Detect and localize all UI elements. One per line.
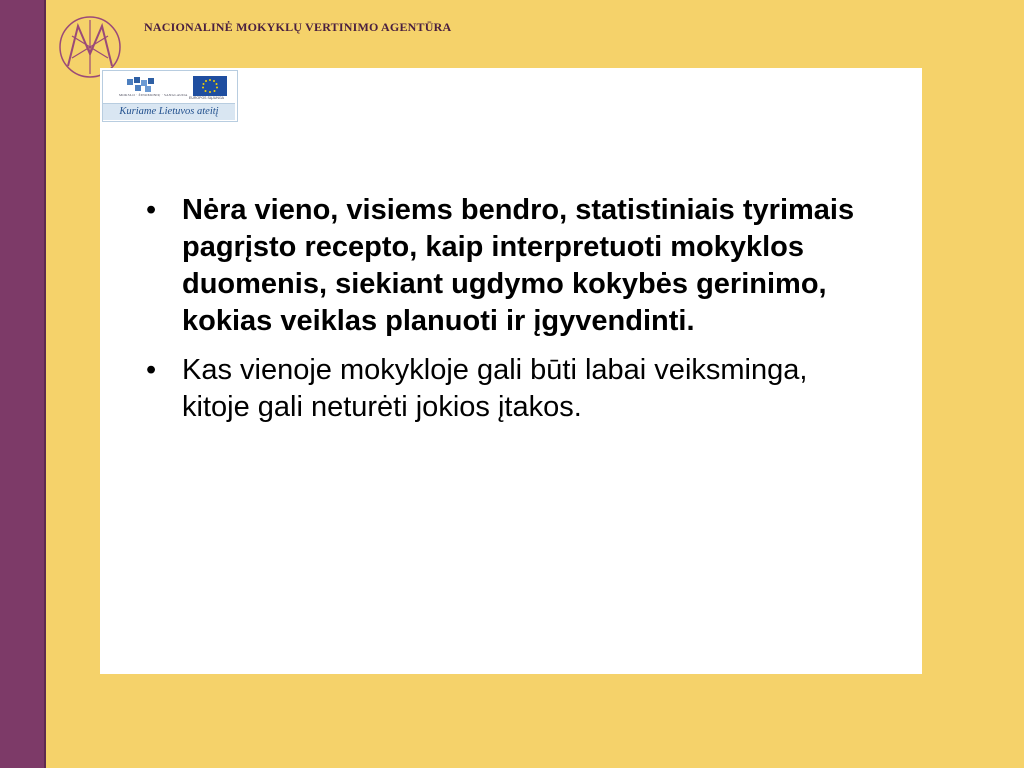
slogan: Kuriame Lietuvos ateitį [103,103,235,120]
bullet-marker: • [146,354,157,386]
bullet-text: Nėra vieno, visiems bendro, statistiniais tyrimais pagrįsto recepto, kaip interpretuoti mokyklos duomenis, siekiant ugdymo kokybės gerinimo, kokias veiklas planuoti ir įgyvendinti. [182,194,855,337]
eu-funding-badge [102,70,238,122]
side-bar [0,0,46,768]
bullet-item-1 [146,192,866,340]
bullet-list [146,192,866,438]
bullet-text: Kas vienoje mokykloje gali būti labai veiksminga, kitoje gali neturėti jokios įtakos. [182,354,808,423]
agency-name: NACIONALINĖ MOKYKLŲ VERTINIMO AGENTŪRA [144,20,452,34]
eu-flag-icon [193,76,227,96]
bullet-marker: • [146,194,157,226]
bullet-item-2 [146,352,866,426]
social-fund-label: MOKSLO · ŽINOMONIŲ · SANGLAUDA [119,93,188,97]
social-fund-logo-icon [125,75,163,93]
eu-label: EUROPOS SĄJUNGA [189,96,225,100]
